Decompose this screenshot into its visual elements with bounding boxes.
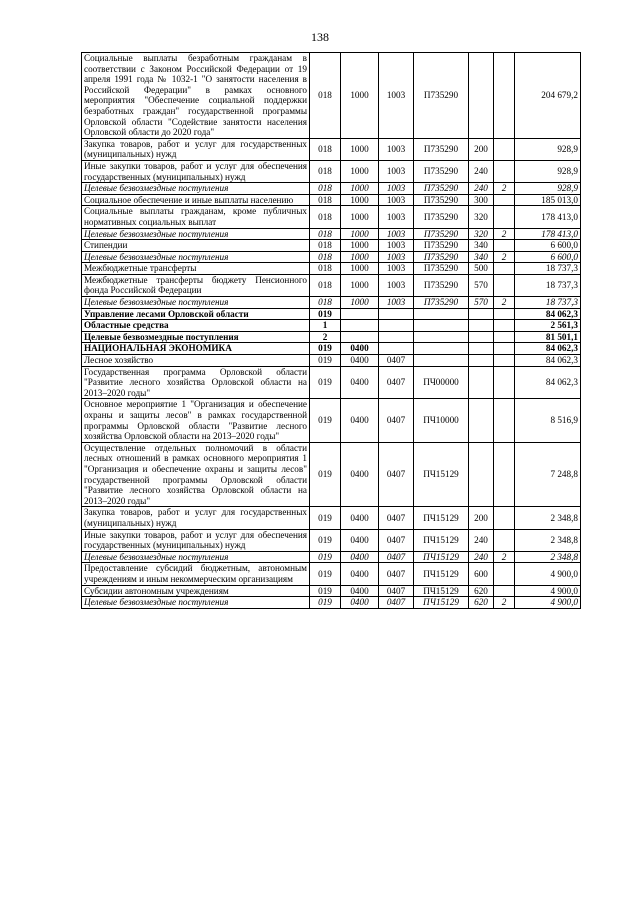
cell-target-article: П735290 (414, 53, 469, 139)
cell-ministry: 019 (310, 507, 341, 529)
cell-section: 0400 (341, 366, 379, 399)
cell-source-code (494, 138, 515, 160)
cell-section: 0400 (341, 563, 379, 585)
cell-expense-type: 240 (469, 183, 494, 195)
cell-amount: 928,9 (515, 183, 581, 195)
cell-subsection: 0407 (379, 366, 414, 399)
table-row (82, 597, 581, 609)
cell-amount: 84 062,3 (515, 308, 581, 320)
cell-expense-type (469, 442, 494, 507)
table-row (82, 274, 581, 296)
cell-expense-type (469, 399, 494, 442)
table-row (82, 206, 581, 228)
cell-amount: 204 679,2 (515, 53, 581, 139)
cell-amount: 18 737,3 (515, 297, 581, 309)
cell-subsection: 1003 (379, 206, 414, 228)
cell-ministry: 018 (310, 183, 341, 195)
cell-name: Лесное хозяйство (82, 355, 310, 367)
cell-section: 0400 (341, 355, 379, 367)
cell-subsection: 1003 (379, 228, 414, 240)
cell-target-article: П735290 (414, 297, 469, 309)
cell-target-article: П735290 (414, 138, 469, 160)
cell-target-article (414, 355, 469, 367)
cell-ministry: 019 (310, 585, 341, 597)
cell-expense-type: 320 (469, 206, 494, 228)
table-row (82, 399, 581, 442)
cell-amount: 178 413,0 (515, 228, 581, 240)
cell-name: Стипендии (82, 240, 310, 252)
cell-source-code (494, 53, 515, 139)
cell-ministry: 018 (310, 53, 341, 139)
cell-subsection: 1003 (379, 274, 414, 296)
cell-ministry: 019 (310, 563, 341, 585)
cell-expense-type: 200 (469, 138, 494, 160)
cell-source-code (494, 563, 515, 585)
cell-subsection: 0407 (379, 355, 414, 367)
cell-name: Целевые безвозмездные поступления (82, 597, 310, 609)
cell-amount: 6 600,0 (515, 240, 581, 252)
cell-expense-type: 620 (469, 585, 494, 597)
cell-ministry: 018 (310, 206, 341, 228)
cell-section: 0400 (341, 585, 379, 597)
cell-subsection: 0407 (379, 442, 414, 507)
cell-section: 0400 (341, 551, 379, 563)
cell-ministry: 018 (310, 274, 341, 296)
cell-source-code: 2 (494, 551, 515, 563)
cell-expense-type: 570 (469, 297, 494, 309)
cell-source-code (494, 274, 515, 296)
budget-table (81, 52, 581, 609)
cell-name: Основное мероприятие 1 "Организация и обеспечение охраны и защиты лесов" в рамках государственной программы Орловской области "Развитие лесного хозяйства Орловской области на 2013–2020 годы" (82, 399, 310, 442)
cell-target-article: П735290 (414, 251, 469, 263)
cell-amount: 2 348,8 (515, 529, 581, 551)
cell-target-article: ПЧ15129 (414, 563, 469, 585)
cell-target-article: П735290 (414, 206, 469, 228)
cell-section: 0400 (341, 343, 379, 355)
cell-expense-type (469, 343, 494, 355)
table-row (82, 507, 581, 529)
cell-ministry: 2 (310, 331, 341, 343)
cell-name: Целевые безвозмездные поступления (82, 228, 310, 240)
cell-amount: 4 900,0 (515, 563, 581, 585)
table-row (82, 585, 581, 597)
table-row (82, 551, 581, 563)
cell-ministry: 018 (310, 228, 341, 240)
cell-name: Межбюджетные трансферты (82, 263, 310, 275)
cell-amount: 7 248,8 (515, 442, 581, 507)
cell-subsection: 0407 (379, 563, 414, 585)
cell-subsection (379, 331, 414, 343)
page-number: 138 (311, 30, 329, 44)
cell-expense-type: 340 (469, 240, 494, 252)
cell-expense-type: 240 (469, 160, 494, 182)
cell-amount: 928,9 (515, 138, 581, 160)
table-row (82, 194, 581, 206)
cell-expense-type (469, 355, 494, 367)
cell-source-code (494, 529, 515, 551)
cell-expense-type: 240 (469, 529, 494, 551)
cell-ministry: 019 (310, 308, 341, 320)
cell-ministry: 019 (310, 355, 341, 367)
cell-subsection: 0407 (379, 597, 414, 609)
cell-amount: 18 737,3 (515, 263, 581, 275)
cell-expense-type: 620 (469, 597, 494, 609)
cell-section: 1000 (341, 183, 379, 195)
cell-amount: 178 413,0 (515, 206, 581, 228)
cell-ministry: 019 (310, 343, 341, 355)
cell-ministry: 018 (310, 138, 341, 160)
cell-subsection: 0407 (379, 585, 414, 597)
cell-source-code (494, 507, 515, 529)
cell-subsection: 1003 (379, 160, 414, 182)
cell-source-code (494, 399, 515, 442)
cell-subsection: 0407 (379, 551, 414, 563)
cell-target-article: П735290 (414, 183, 469, 195)
cell-source-code (494, 366, 515, 399)
cell-name: Предоставление субсидий бюджетным, автономным учреждениям и иным некоммерческим организациям (82, 563, 310, 585)
cell-source-code (494, 585, 515, 597)
cell-expense-type: 200 (469, 507, 494, 529)
cell-amount: 84 062,3 (515, 366, 581, 399)
cell-amount: 2 561,3 (515, 320, 581, 332)
cell-source-code (494, 442, 515, 507)
table-row (82, 240, 581, 252)
cell-name: Целевые безвозмездные поступления (82, 551, 310, 563)
table-row (82, 331, 581, 343)
cell-section (341, 308, 379, 320)
cell-expense-type (469, 320, 494, 332)
cell-target-article (414, 308, 469, 320)
cell-section: 1000 (341, 297, 379, 309)
cell-ministry: 019 (310, 399, 341, 442)
cell-section: 1000 (341, 263, 379, 275)
cell-ministry: 018 (310, 251, 341, 263)
cell-amount: 18 737,3 (515, 274, 581, 296)
cell-name: Иные закупки товаров, работ и услуг для обеспечения государственных (муниципальных) нужд (82, 160, 310, 182)
cell-amount: 2 348,8 (515, 551, 581, 563)
cell-source-code (494, 331, 515, 343)
cell-section: 1000 (341, 138, 379, 160)
cell-subsection: 1003 (379, 297, 414, 309)
cell-expense-type: 570 (469, 274, 494, 296)
cell-target-article: П735290 (414, 263, 469, 275)
cell-source-code: 2 (494, 597, 515, 609)
cell-name: Иные закупки товаров, работ и услуг для обеспечения государственных (муниципальных) нужд (82, 529, 310, 551)
cell-expense-type (469, 331, 494, 343)
cell-ministry: 018 (310, 263, 341, 275)
cell-subsection: 1003 (379, 194, 414, 206)
cell-ministry: 019 (310, 442, 341, 507)
table-row (82, 308, 581, 320)
cell-target-article (414, 320, 469, 332)
cell-subsection: 1003 (379, 251, 414, 263)
cell-expense-type: 340 (469, 251, 494, 263)
cell-subsection: 1003 (379, 53, 414, 139)
cell-name: Закупка товаров, работ и услуг для государственных (муниципальных) нужд (82, 507, 310, 529)
cell-expense-type: 320 (469, 228, 494, 240)
cell-subsection: 1003 (379, 183, 414, 195)
cell-name: НАЦИОНАЛЬНАЯ ЭКОНОМИКА (82, 343, 310, 355)
cell-ministry: 019 (310, 551, 341, 563)
cell-amount: 2 348,8 (515, 507, 581, 529)
cell-section: 0400 (341, 597, 379, 609)
cell-source-code (494, 194, 515, 206)
table-row (82, 366, 581, 399)
cell-section: 1000 (341, 251, 379, 263)
cell-section: 0400 (341, 529, 379, 551)
cell-expense-type: 300 (469, 194, 494, 206)
cell-amount: 928,9 (515, 160, 581, 182)
cell-source-code (494, 308, 515, 320)
cell-section: 1000 (341, 206, 379, 228)
budget-table-body (82, 53, 581, 609)
cell-name: Социальные выплаты гражданам, кроме публичных нормативных социальных выплат (82, 206, 310, 228)
cell-expense-type: 500 (469, 263, 494, 275)
cell-amount: 185 013,0 (515, 194, 581, 206)
cell-amount: 84 062,3 (515, 355, 581, 367)
table-row (82, 251, 581, 263)
cell-ministry: 1 (310, 320, 341, 332)
cell-source-code: 2 (494, 228, 515, 240)
cell-target-article: ПЧ15129 (414, 585, 469, 597)
cell-name: Управление лесами Орловской области (82, 308, 310, 320)
cell-section: 1000 (341, 194, 379, 206)
cell-target-article: ПЧ15129 (414, 442, 469, 507)
cell-expense-type (469, 53, 494, 139)
cell-amount: 4 900,0 (515, 585, 581, 597)
table-row (82, 320, 581, 332)
table-row (82, 529, 581, 551)
table-row (82, 297, 581, 309)
table-row (82, 138, 581, 160)
cell-section: 0400 (341, 399, 379, 442)
cell-subsection (379, 343, 414, 355)
cell-name: Целевые безвозмездные поступления (82, 297, 310, 309)
cell-ministry: 018 (310, 240, 341, 252)
cell-ministry: 018 (310, 194, 341, 206)
cell-section: 0400 (341, 442, 379, 507)
cell-amount: 81 501,1 (515, 331, 581, 343)
cell-expense-type (469, 308, 494, 320)
cell-section: 1000 (341, 228, 379, 240)
table-row (82, 442, 581, 507)
cell-subsection: 1003 (379, 240, 414, 252)
cell-source-code: 2 (494, 183, 515, 195)
cell-amount: 84 062,3 (515, 343, 581, 355)
cell-section: 1000 (341, 240, 379, 252)
cell-source-code (494, 263, 515, 275)
cell-source-code: 2 (494, 251, 515, 263)
cell-subsection: 0407 (379, 507, 414, 529)
table-row (82, 343, 581, 355)
cell-source-code (494, 343, 515, 355)
cell-target-article (414, 331, 469, 343)
cell-expense-type (469, 366, 494, 399)
cell-section (341, 331, 379, 343)
cell-source-code (494, 320, 515, 332)
cell-subsection (379, 308, 414, 320)
cell-name: Социальные выплаты безработным гражданам в соответствии с Законом Российской Федерации от 19 апреля 1991 года № 1032-1 "О занятости населения в Российской Федерации" в рамках основного мероприятия "Обеспечение социальной поддержки безработных граждан" государственной программы Орловской области "Содействие занятости населения Орловской области до 2020 года" (82, 53, 310, 139)
cell-source-code (494, 355, 515, 367)
cell-target-article: П735290 (414, 228, 469, 240)
cell-source-code (494, 240, 515, 252)
table-row (82, 563, 581, 585)
cell-target-article: ПЧ15129 (414, 597, 469, 609)
cell-name: Государственная программа Орловской области "Развитие лесного хозяйства Орловской области на 2013–2020 годы" (82, 366, 310, 399)
cell-section: 1000 (341, 160, 379, 182)
cell-target-article: П735290 (414, 274, 469, 296)
cell-amount: 6 600,0 (515, 251, 581, 263)
cell-section (341, 320, 379, 332)
cell-target-article (414, 343, 469, 355)
table-row (82, 183, 581, 195)
cell-section: 1000 (341, 53, 379, 139)
table-row (82, 263, 581, 275)
cell-name: Межбюджетные трансферты бюджету Пенсионного фонда Российской Федерации (82, 274, 310, 296)
cell-source-code (494, 160, 515, 182)
cell-target-article: П735290 (414, 240, 469, 252)
cell-name: Закупка товаров, работ и услуг для государственных (муниципальных) нужд (82, 138, 310, 160)
cell-expense-type: 600 (469, 563, 494, 585)
table-row (82, 53, 581, 139)
cell-subsection: 1003 (379, 138, 414, 160)
cell-section: 0400 (341, 507, 379, 529)
cell-name: Субсидии автономным учреждениям (82, 585, 310, 597)
cell-target-article: П735290 (414, 194, 469, 206)
cell-ministry: 019 (310, 597, 341, 609)
cell-source-code (494, 206, 515, 228)
table-row (82, 160, 581, 182)
cell-subsection: 0407 (379, 399, 414, 442)
cell-expense-type: 240 (469, 551, 494, 563)
cell-source-code: 2 (494, 297, 515, 309)
cell-name: Целевые безвозмездные поступления (82, 251, 310, 263)
cell-ministry: 019 (310, 529, 341, 551)
cell-name: Целевые безвозмездные поступления (82, 331, 310, 343)
cell-target-article: ПЧ00000 (414, 366, 469, 399)
cell-ministry: 018 (310, 160, 341, 182)
cell-name: Социальное обеспечение и иные выплаты населению (82, 194, 310, 206)
cell-amount: 8 516,9 (515, 399, 581, 442)
cell-subsection (379, 320, 414, 332)
cell-target-article: П735290 (414, 160, 469, 182)
cell-amount: 4 900,0 (515, 597, 581, 609)
cell-target-article: ПЧ10000 (414, 399, 469, 442)
cell-section: 1000 (341, 274, 379, 296)
cell-target-article: ПЧ15129 (414, 551, 469, 563)
cell-name: Осуществление отдельных полномочий в области лесных отношений в рамках основного мероприятия 1 "Организация и обеспечение охраны и защиты лесов" государственной программы Орловской области "Развитие лесного хозяйства Орловской области на 2013–2020 годы" (82, 442, 310, 507)
cell-subsection: 1003 (379, 263, 414, 275)
cell-ministry: 018 (310, 297, 341, 309)
table-row (82, 355, 581, 367)
cell-target-article: ПЧ15129 (414, 507, 469, 529)
table-row (82, 228, 581, 240)
cell-target-article: ПЧ15129 (414, 529, 469, 551)
cell-ministry: 019 (310, 366, 341, 399)
cell-subsection: 0407 (379, 529, 414, 551)
cell-name: Целевые безвозмездные поступления (82, 183, 310, 195)
cell-name: Областные средства (82, 320, 310, 332)
